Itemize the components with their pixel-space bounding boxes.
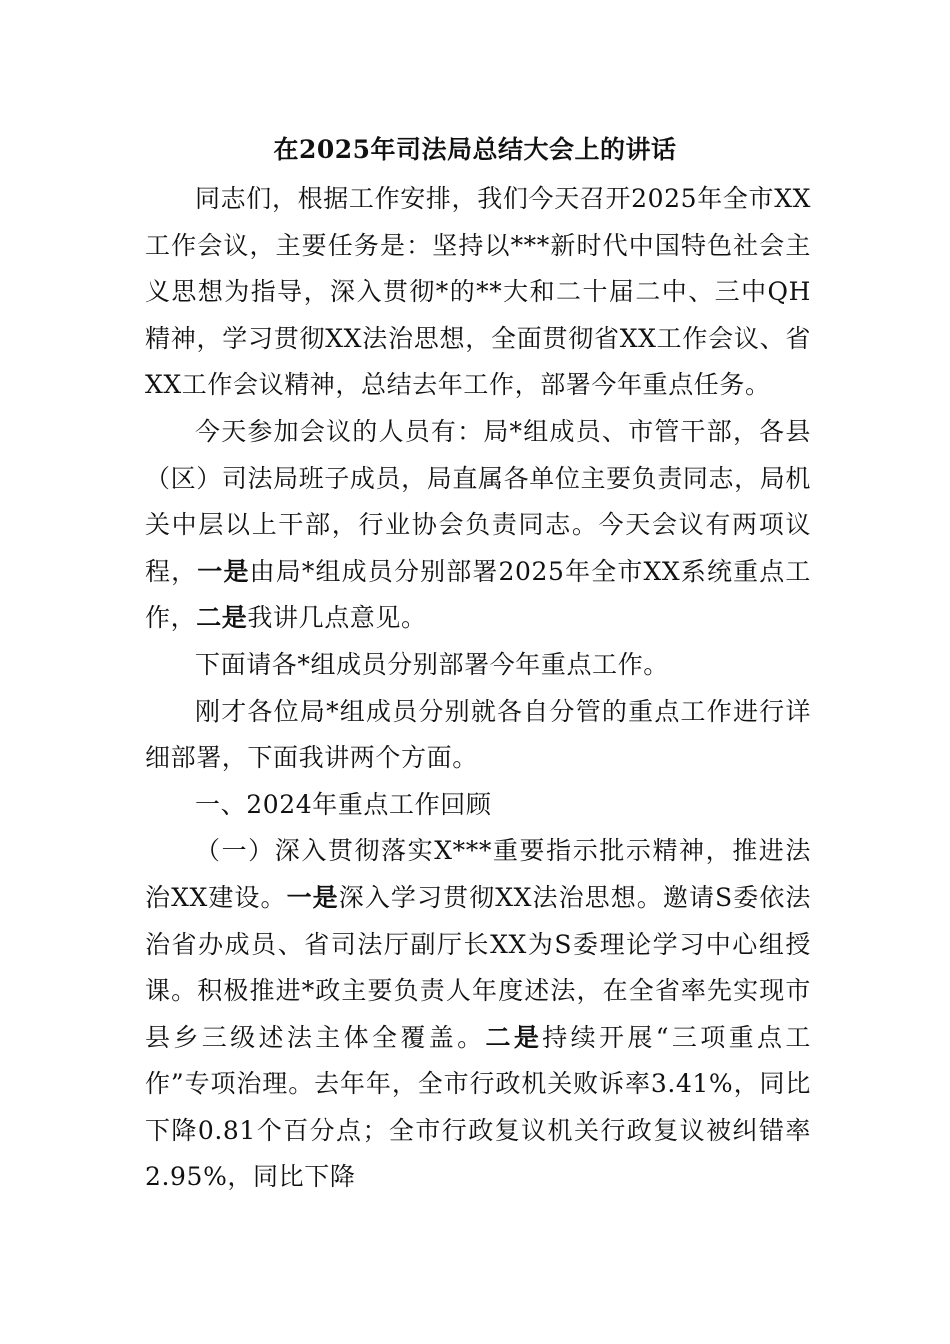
paragraph-request: [145, 642, 811, 689]
paragraph-review: [145, 828, 811, 1201]
heading-text: 一、2024年重点工作回顾: [195, 789, 492, 819]
paragraph-text: 刚才各位局*组成员分别就各自分管的重点工作进行详细部署，下面我讲两个方面。: [145, 696, 811, 773]
paragraph-text: 我讲几点意见。: [247, 603, 427, 633]
paragraph-transition: [145, 689, 811, 782]
paragraph-text: 深入学习贯彻XX法治思想。邀请S委依法治省办成员、省司法厅副厅长XX为S委理论学习中心组授课。积极推进*政主要负责人年度述法，在全省率先实现市县乡三级述法主体全覆盖。: [145, 882, 811, 1052]
paragraph-text: 由局*组成员分别部署2025年全市XX系统重点工作，: [145, 556, 812, 633]
emphasis-second: 二是: [196, 603, 248, 633]
paragraph-text: （一）深入贯彻落实X***重要指示批示精神，推进法治XX建设。: [145, 836, 811, 912]
emphasis-first: 一是: [197, 556, 250, 586]
document-body: [145, 176, 811, 1201]
paragraph-text: 同志们，根据工作安排，我们今天召开2025年全市XX工作会议，主要任务是：坚持以***新时代中国特色社会主义思想为指导，深入贯彻*的**大和二十届二中、三中QH精神，学习贯彻XX法治思想，全面贯彻省XX工作会议、省XX工作会议精神，总结去年工作，部署今年重点任务。: [145, 184, 811, 400]
emphasis-first: 一是: [286, 882, 339, 912]
paragraph-text: 下面请各*组成员分别部署今年重点工作。: [195, 649, 669, 679]
emphasis-second: 二是: [485, 1022, 543, 1052]
paragraph-text: 持续开展“三项重点工作”专项治理。去年年，全市行政机关败诉率3.41%，同比下降0.81个百分点；全市行政复议机关行政复议被纠错率2.95%，同比下降: [145, 1022, 811, 1192]
section-heading: [145, 782, 811, 829]
document-title: 在2025年司法局总结大会上的讲话: [273, 135, 677, 164]
paragraph-attendees: [145, 409, 811, 642]
paragraph-opening: [145, 176, 811, 409]
paragraph-text: 今天参加会议的人员有：局*组成员、市管干部，各县（区）司法局班子成员，局直属各单位主要负责同志，局机关中层以上干部，行业协会负责同志。今天会议有两项议程，: [145, 416, 811, 586]
